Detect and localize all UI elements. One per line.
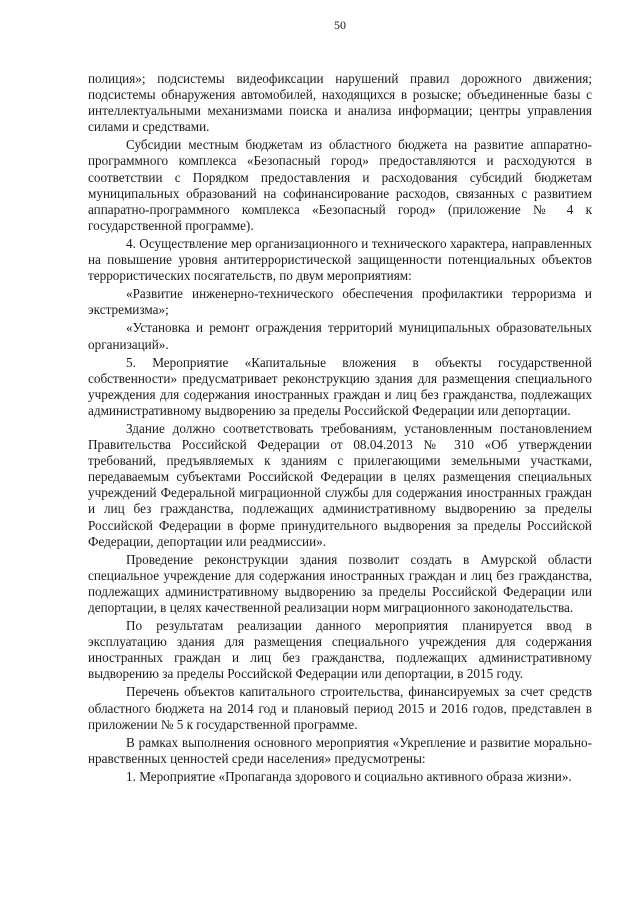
paragraph: «Установка и ремонт ограждения территорий муниципальных образовательных организаций». [88, 320, 592, 352]
paragraph: Здание должно соответствовать требованиям, установленным постановлением Правительства Российской Федерации от 08.04.2013 № 310 «Об утверждении требований, предъявляемых к зданиям с прилегающими земельными участками, передаваемым субъектами Российской Федерации в целях размещения специальных учреждений Федеральной миграционной службы для содержания иностранных граждан и лиц без гражданства, подлежащих административному выдворению за пределы Российской Федерации в форме принудительного выдворения за пределы Российской Федерации, депортации или реадмиссии». [88, 420, 592, 549]
page-number: 50 [334, 18, 346, 32]
paragraph: 5. Мероприятие «Капитальные вложения в объекты государственной собственности» предусматривает реконструкцию здания для размещения специального учреждения для содержания иностранных граждан и лиц без гражданства, подлежащих административному выдворению за пределы Российской Федерации или депортации. [88, 354, 592, 418]
paragraph: Перечень объектов капитального строительства, финансируемых за счет средств областного бюджета на 2014 год и плановый период 2015 и 2016 годов, представлен в приложении № 5 к государственной программе. [88, 684, 592, 732]
paragraph: «Развитие инженерно-технического обеспечения профилактики терроризма и экстремизма»; [88, 286, 592, 318]
paragraph: 4. Осуществление мер организационного и технического характера, направленных на повышение уровня антитеррористической защищенности потенциальных объектов террористических посягательств, по двум мероприятиям: [88, 235, 592, 284]
paragraph: 1. Мероприятие «Пропаганда здорового и социально активного образа жизни». [126, 768, 572, 784]
paragraph: полиция»; подсистемы видеофиксации нарушений правил дорожного движения; подсистемы обнаружения автомобилей, находящихся в розыске; объединенные базы с интеллектуальными механизмами поиска и анализа информации; центры управления силами и средствами. [88, 71, 592, 135]
document-body [88, 71, 592, 785]
paragraph: Субсидии местным бюджетам из областного бюджета на развитие аппаратно-программного комплекса «Безопасный город» предоставляются и расходуются в соответствии с Порядком предоставления и расходования субсидий бюджетам муниципальных образований на софинансирование расходов, связанных с развитием аппаратно-программного комплекса «Безопасный город» (приложение № 4 к государственной программе). [88, 137, 592, 233]
paragraph: В рамках выполнения основного мероприятия «Укрепление и развитие морально-нравственных ценностей среди населения» предусмотрены: [88, 734, 592, 766]
paragraph: Проведение реконструкции здания позволит создать в Амурской области специальное учреждение для содержания иностранных граждан и лиц без гражданства, подлежащих административному выдворению за пределы Российской Федерации или депортации, в целях качественной реализации норм миграционного законодательства. [88, 551, 592, 615]
paragraph: По результатам реализации данного мероприятия планируется ввод в эксплуатацию здания для размещения специального учреждения для содержания иностранных граждан и лиц без гражданства, подлежащих административному выдворению за пределы Российской Федерации или депортации, в 2015 году. [88, 618, 592, 682]
